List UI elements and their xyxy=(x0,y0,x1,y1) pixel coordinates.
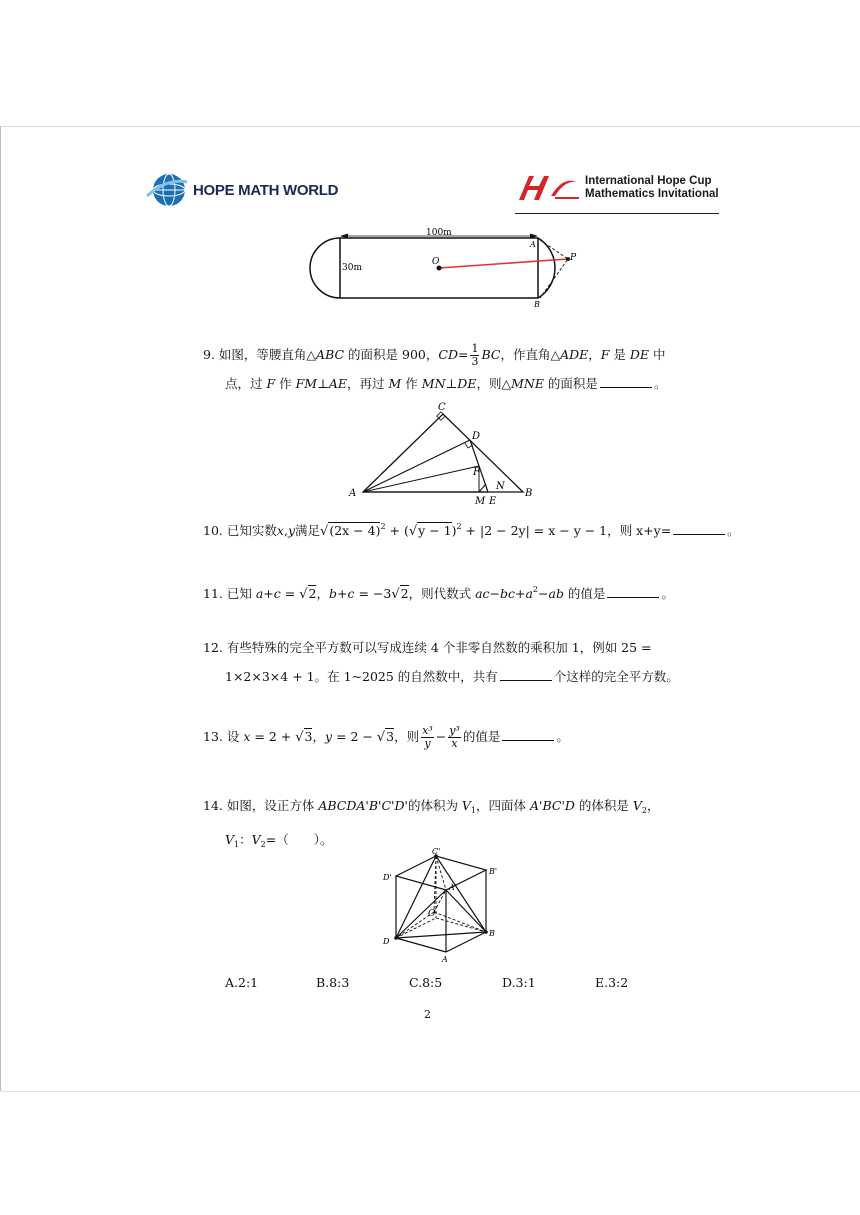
track-figure xyxy=(308,226,580,308)
hope-math-world-logo xyxy=(145,170,338,210)
question-11: 11. 已知 a+c = √2，b+c = −3√2，则代数式 $ac-bc+a^2-ab$ 的值是 。 xyxy=(203,585,674,602)
vertex-b-dot xyxy=(484,930,488,934)
page-number: 2 xyxy=(424,1008,431,1021)
q11-answer-blank xyxy=(607,585,659,598)
label-o: O xyxy=(432,257,440,267)
triangle-figure xyxy=(345,400,545,506)
hidden-edge-d-c xyxy=(396,918,436,938)
q9-answer-blank xyxy=(600,375,652,388)
choice-d: D.3:1 xyxy=(502,975,536,990)
label-o-cube: O xyxy=(428,909,436,919)
label-e: E xyxy=(489,496,497,506)
label-a-tri: A xyxy=(349,488,357,499)
segment-ad xyxy=(363,440,470,492)
choice-e: E.3:2 xyxy=(595,975,629,990)
competition-title-line2: Mathematics Invitational xyxy=(585,188,719,200)
label-b-prime: B' xyxy=(489,867,498,876)
question-12: 12. 有些特殊的完全平方数可以写成连续 4 个非零自然数的乘积加 1，例如 25 = 1×2×3×4 + 1。在 1~2025 的自然数中，共有 个这样的完全平方数。 xyxy=(203,640,679,684)
label-b-tri: B xyxy=(525,488,533,499)
scan-bottom-edge xyxy=(0,1091,860,1092)
logo-wordmark: HOPE MATH WORLD xyxy=(193,181,339,199)
q13-answer-blank xyxy=(502,728,554,741)
track-length-label: 100m xyxy=(426,228,452,238)
label-f: F xyxy=(473,467,480,478)
q9-fraction: $\frac{1}{3}$ xyxy=(471,342,479,368)
tetra-a-prime-d xyxy=(396,890,446,938)
competition-title-line1: International Hope Cup xyxy=(585,175,712,187)
label-a-cube: A xyxy=(442,955,448,964)
hope-cup-logo xyxy=(515,172,719,204)
q9-text: 如图，等腰直角△ABC 的面积是 900，CD= $\frac{1}{3}$ BC，作直角△ADE，F 是 DE 中 xyxy=(218,342,666,368)
label-b-cube: B xyxy=(489,929,495,938)
label-a: A xyxy=(530,240,536,249)
track-width-label: 30m xyxy=(342,263,362,273)
label-c-prime: C' xyxy=(432,847,441,856)
question-9: 9. 如图，等腰直角△ABC 的面积是 900，CD= $\frac{1}{3}$ BC，作直角△ADE，F 是 DE 中 点，过 F 作 FM⊥AE，再过 M 作 MN⊥DE，则△MNE 的面积是 。 xyxy=(203,342,667,391)
label-m: M xyxy=(475,496,486,506)
tetra-a-prime-b xyxy=(446,890,486,932)
q13-fraction-1: $\frac{\text{x³}}{y}$ xyxy=(422,724,433,750)
segment-mn xyxy=(479,484,486,492)
label-n: N xyxy=(496,481,505,492)
label-p: P xyxy=(570,253,577,263)
cube-figure xyxy=(376,846,516,966)
choice-a: A.2:1 xyxy=(225,975,259,990)
q10-answer-blank xyxy=(673,522,725,535)
choice-b: B.8:3 xyxy=(316,975,350,990)
label-c: C xyxy=(438,402,446,413)
choice-c: C.8:5 xyxy=(409,975,443,990)
question-14: 14. 如图，设正方体 ABCDA'B'C'D'的体积为 $V_1$，四面体 A'BC'D 的体积是 $V_2$， $V_1$：$V_2=$（ ）。 xyxy=(203,798,660,849)
red-segment-op xyxy=(439,259,568,268)
question-13: 13. 设 x = 2 + √3，y = 2 − √3，则 $\frac{\text{x³}}{y}$ − $\frac{\text{y³}}{x}$ 的值是 。 xyxy=(203,724,569,750)
label-b: B xyxy=(534,300,540,308)
header-rule xyxy=(515,213,719,214)
hope-logo-icon xyxy=(515,172,581,204)
scan-top-edge xyxy=(0,126,860,127)
q12-answer-blank xyxy=(500,668,552,681)
label-a-prime: A' xyxy=(449,883,457,892)
tetra-d-b xyxy=(396,932,486,938)
question-10: 10. 已知实数x,y满足$√(2x - 4)^2 + (√y - 1)^2 + |2 - 2y| = x - y - 1$，则 x+y= 。 xyxy=(203,522,740,539)
scan-left-edge xyxy=(0,126,1,1092)
label-d-cube: D xyxy=(383,937,390,946)
dashed-chords xyxy=(540,240,568,298)
q13-fraction-2: $\frac{\text{y³}}{x}$ xyxy=(449,724,460,750)
edge-a-b xyxy=(446,932,486,952)
tetra-c-prime-d xyxy=(396,856,436,938)
label-d: D xyxy=(472,431,481,442)
label-d-prime: D' xyxy=(383,873,392,882)
q9-number: 9. xyxy=(203,347,215,362)
segment-af xyxy=(363,466,479,492)
edge-d-a xyxy=(396,938,446,952)
vertex-d-dot xyxy=(394,936,398,940)
globe-icon xyxy=(145,170,189,210)
hidden-o-b xyxy=(434,912,486,932)
hidden-c-prime-a-prime xyxy=(436,856,446,890)
q14-choices xyxy=(0,975,860,995)
